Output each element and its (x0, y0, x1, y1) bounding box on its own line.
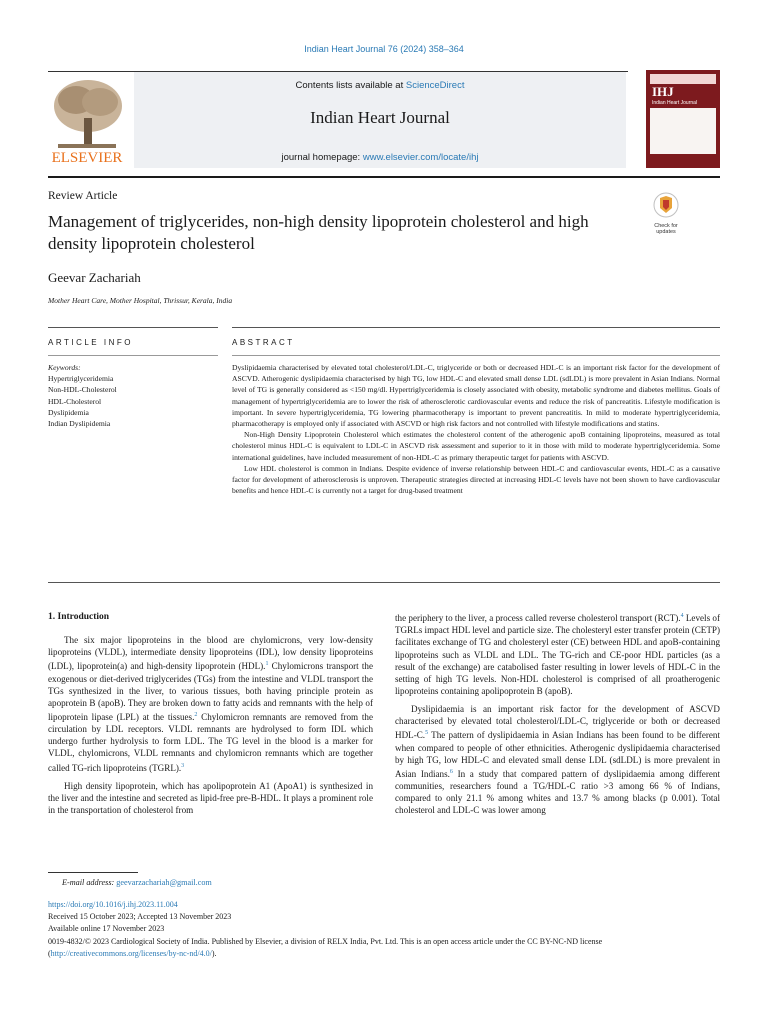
email-label: E-mail address: (62, 878, 117, 887)
abstract-bottom-rule (48, 582, 720, 583)
abstract-paragraph: Low HDL cholesterol is common in Indians. Despite evidence of inverse relationship between HDL-C and cardiovascular events, HDL-C as a causative factor for development of atherosclerosis is unproven. Therapeutic strategies directed at increasing HDL-C levels have not been shown to have cardiovascular benefits and hence HDL-C is currently not a target for drug-based treatment (232, 463, 720, 496)
article-info-rule-bottom (48, 355, 218, 356)
journal-reference-link[interactable]: Indian Heart Journal 76 (2024) 358–364 (304, 44, 464, 54)
contents-prefix: Contents lists available at (295, 80, 406, 91)
keyword-item: HDL-Cholesterol (48, 396, 102, 406)
text-run: Chylomicron remnants are removed from the circulation by LDL receptors. VLDL remnants are hydrolysed to form IDL which undergo further hydrolysis to form LDL. The TG level in the blood is a marker for VLDL, chylomicrons, VLDL remnants and chylomicron remnants which are together called TG-rich lipoproteins (TGRL). (48, 712, 373, 773)
homepage-link[interactable]: www.elsevier.com/locate/ihj (362, 152, 479, 163)
received-dates: Received 15 October 2023; Accepted 13 November 2023 (48, 912, 232, 921)
body-paragraph (48, 634, 373, 774)
article-type: Review Article (48, 190, 118, 202)
body-paragraph: High density lipoprotein, which has apolipoprotein A1 (ApoA1) is synthesized in the liver and the intestine and secreted as lipid-free pre-B-HDL. It plays a prominent role in the transportation of cholesterol from (48, 780, 373, 816)
sciencedirect-link[interactable]: ScienceDirect (405, 80, 465, 91)
article-info-rule-top (48, 327, 218, 328)
cover-subtitle: Indian Heart Journal (652, 100, 698, 106)
footnote-rule (48, 872, 138, 873)
copyright-text: 0019-4832/© 2023 Cardiological Society of India. Published by Elsevier, a division of RELX India, Pvt. Ltd. This is an open access article under the CC BY-NC-ND license ( (48, 937, 603, 958)
abstract-paragraph: Non-High Density Lipoprotein Cholesterol which estimates the cholesterol content of the atherogenic apoB containing lipoproteins, measured as total cholesterol minus HDL-C is equivalent to LDL-C in ASCVD risk assessment and superior to it in those with mild to moderate hypertriglyceridemia. Some international guidelines, have included measurement of non-HDL-C as primary therapeutic target for patients with ASCVD. (232, 430, 720, 462)
text-run: The pattern of dyslipidaemia in Asian Indians has been found to be different when compared to people of other ethnicities. Atherogenic dyslipidaemia characterised by high TG, low HDL-C and elevated small dense LDL (sdLDL) is more prevalent in Asian Indians. (395, 730, 720, 779)
abstract-paragraph: Dyslipidaemia characterised by elevated total cholesterol/LDL-C, triglyceride or both or decreased HDL-C is an important risk factor for the development of ASCVD. Atherogenic dyslipidaemia characterised by high TG, low HDL-C and elevated small dense LDL (sdLDL) is more prevalent in Asian Indians. Normal level of TG is generally considered as <150 mg/dl. Hypertriglyceridemia is closely associated with obesity, metabolic syndrome and diabetes mellitus. Goals of management of hypertriglyceridemia are to lower the risk of atherosclerotic cardiovascular events and reduce the risk of pancreatitis. Lifestyle modification is important. In severe hypertriglyceridemia, TG lowering pharmacotherapy is important to prevent pancreatitis. In mild to moderate hypertriglyceridemia, pharmacotherapy is employed only if associated with ASCVD or high risk factors and not controlled with lifestyle modifications and statins. (232, 363, 720, 429)
homepage-prefix: journal homepage: (281, 152, 363, 163)
text-run: In a study that compared pattern of dyslipidaemia among different communities, researchers found a TG/HDL-C ratio >3 among 66 % of Indians, compared to only 21.1 % among whites and 13.7 % among blacks (p 0.001). Total cholesterol and LDL-C was lower among (395, 768, 720, 816)
text-run: The six major lipoproteins in the blood are chylomicrons, very low-density lipoproteins (VLDL), intermediate density lipoproteins (IDL), low density lipoproteins (LDL), lipoprotein(a) and high-density lipoprotein (HDL). (48, 635, 373, 672)
text-run: Levels of TGRLs impact HDL level and particle size. The cholesteryl ester transfer protein (CETP) facilitates exchange of TG and cholesteryl ester (CE) between HDL and apoB-containing lipoproteins such as VLDL and LDL. The TG-rich and CE-poor HDL particles (as a result of the exchange) are catabolised faster resulting in lower levels of HDL-C in the setting of high TG levels. Non-HDL cholesterol is comprised of all proatherogenic lipoproteins containing apolipoprotein B (apoB). (395, 613, 720, 696)
reference-link[interactable]: 5 (425, 730, 429, 737)
copyright-text: ). (211, 949, 217, 958)
header-bottom-rule (48, 176, 720, 178)
online-date: Available online 17 November 2023 (48, 924, 165, 933)
reference-link[interactable]: 4 (680, 613, 684, 619)
reference-link[interactable]: 3 (181, 762, 185, 769)
body-paragraph (395, 703, 720, 816)
reference-link[interactable]: 2 (194, 711, 198, 718)
elsevier-wordmark: ELSEVIER (51, 150, 123, 166)
section-heading-introduction: 1. Introduction (48, 612, 110, 622)
body-column-right (395, 610, 720, 823)
reference-link[interactable]: 1 (265, 661, 269, 668)
cover-panel (650, 108, 716, 154)
abstract-heading: ABSTRACT (232, 338, 295, 347)
corresponding-email (62, 878, 212, 887)
article-info-heading: ARTICLE INFO (48, 338, 133, 347)
author-name: Geevar Zachariah (48, 270, 141, 285)
homepage-line (134, 152, 626, 163)
elsevier-logo (48, 70, 126, 168)
check-for-updates-button[interactable] (646, 192, 686, 235)
body-column-left (48, 634, 373, 822)
author-affiliation: Mother Heart Care, Mother Hospital, Thrissur, Kerala, India (48, 296, 233, 305)
abstract-rule-top (232, 327, 720, 328)
abstract-text (232, 362, 720, 496)
doi-link[interactable]: https://doi.org/10.1016/j.ihj.2023.11.004 (48, 900, 178, 909)
keyword-item: Non-HDL-Cholesterol (48, 385, 117, 395)
body-paragraph (395, 610, 720, 697)
copyright-notice (48, 936, 720, 960)
keyword-item: Hypertriglyceridemia (48, 374, 114, 384)
keywords-block (48, 362, 218, 429)
text-run: the periphery to the liver, a process called reverse cholesterol transport (RCT). (395, 613, 681, 624)
reference-link[interactable]: 6 (449, 768, 453, 775)
check-updates-label: Check for updates (654, 223, 678, 235)
keyword-item: Dyslipidemia (48, 407, 89, 417)
article-title: Management of triglycerides, non-high density lipoprotein cholesterol and high density lipoprotein cholesterol (48, 212, 589, 253)
text-run: Chylomicrons transport the exogenous or diet-derived triglycerides (TGs) from the intestine and VLDL transport the TGs synthesized in the liver, to various tissues, both having principle protein as apoprotein B (apoB). They are broken down to fatty acids and remnants with the help of lipoprotein lipase (LPL) at the tissues. (48, 661, 373, 722)
cover-title: IHJ (652, 84, 674, 99)
text-run: Dyslipidaemia is an important risk factor for the development of ASCVD characterised by elevated total cholesterol/LDL-C, triglyceride or both or decreased HDL-C. (395, 704, 720, 741)
contents-line (134, 80, 626, 91)
check-updates-icon (646, 192, 686, 218)
abstract-rule-bottom (232, 355, 720, 356)
email-link[interactable]: geevarzachariah@gmail.com (116, 878, 212, 887)
journal-name: Indian Heart Journal (310, 108, 450, 127)
cover-top-band (650, 74, 716, 84)
keywords-label: Keywords: (48, 363, 81, 372)
license-link[interactable]: http://creativecommons.org/licenses/by-nc-nd/4.0/ (50, 949, 212, 958)
keyword-item: Indian Dyslipidemia (48, 419, 111, 429)
